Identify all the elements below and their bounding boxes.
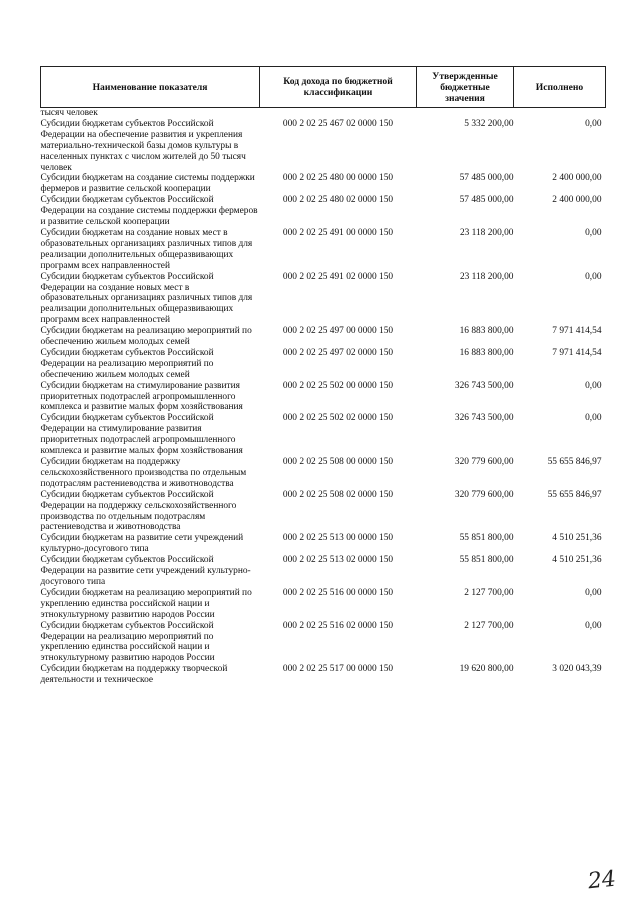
row-name: Субсидии бюджетам на поддержку сельскохозяйственного производства по отдельным подотраслям растениеводства и животноводства: [40, 457, 247, 489]
header-approved-values: Утвержденные бюджетные значения: [417, 67, 514, 108]
row-executed: 0,00: [585, 271, 602, 282]
row-executed: 7 971 414,54: [552, 326, 602, 337]
row-code: 000 2 02 25 467 02 0000 150: [282, 118, 394, 129]
row-code: 000 2 02 25 508 02 0000 150: [282, 489, 394, 500]
row-executed: 7 971 414,54: [552, 347, 602, 358]
row-name: Субсидии бюджетам на создание системы поддержки фермеров и развитие сельской кооперации: [40, 173, 255, 195]
row-name: Субсидии бюджетам субъектов Российской Федерации на поддержку сельскохозяйственного производства по отдельным подотраслям растениеводства и животноводства: [40, 489, 237, 533]
row-executed: 2 400 000,00: [552, 195, 602, 206]
header-executed: Исполнено: [514, 67, 606, 108]
row-name: Субсидии бюджетам на развитие сети учреждений культурно-досугового типа: [40, 533, 244, 555]
row-executed: 0,00: [585, 227, 602, 238]
table-row: [41, 119, 606, 174]
table-row: [41, 195, 606, 228]
row-executed: 0,00: [585, 118, 602, 129]
row-name: Субсидии бюджетам на поддержку творческой деятельности и техническое: [40, 664, 228, 686]
row-code: 000 2 02 25 491 00 0000 150: [282, 227, 394, 238]
row-name: Субсидии бюджетам на создание новых мест в образовательных организациях различных типов для реализации дополнительных общеразвивающих программ всех направленностей: [40, 227, 253, 271]
row-name: Субсидии бюджетам на стимулирование развития приоритетных подотраслей агропромышленного комплекса и развитие малых форм хозяйствования: [40, 380, 243, 413]
table-row: [41, 413, 606, 457]
row-code: 000 2 02 25 516 00 0000 150: [282, 587, 394, 598]
row-executed: 0,00: [585, 620, 602, 631]
row-approved: 55 851 800,00: [459, 555, 514, 566]
row-code: 000 2 02 25 502 00 0000 150: [282, 380, 394, 391]
row-code: 000 2 02 25 502 02 0000 150: [282, 413, 394, 424]
header-income-code: Код дохода по бюджетной классификации: [260, 67, 417, 108]
table-body: [41, 108, 606, 687]
row-approved: 23 118 200,00: [459, 227, 514, 238]
table-row: [41, 490, 606, 534]
row-approved: 320 779 600,00: [454, 457, 514, 467]
table-row: [41, 326, 606, 348]
row-executed: 4 510 251,36: [552, 533, 602, 544]
row-name: Субсидии бюджетам субъектов Российской Федерации на обеспечение развития и укрепления материально-технической базы домов культуры в населенных пунктах с числом жителей до 50 тысяч человек: [40, 118, 246, 173]
table-row: [41, 457, 606, 490]
row-approved: 19 620 800,00: [459, 664, 514, 675]
row-name: Субсидии бюджетам субъектов Российской Федерации на реализацию мероприятий по обеспечению жильем молодых семей: [40, 347, 214, 380]
row-code: 000 2 02 25 508 00 0000 150: [282, 457, 394, 467]
row-approved: 2 127 700,00: [464, 587, 514, 598]
row-executed: 4 510 251,36: [552, 555, 602, 566]
row-approved: 16 883 800,00: [459, 326, 514, 337]
table-row: [41, 272, 606, 327]
header-indicator-name: Наименование показателя: [41, 67, 260, 108]
row-approved: 326 743 500,00: [454, 413, 514, 424]
table-row: [41, 533, 606, 555]
row-code: 000 2 02 25 513 00 0000 150: [282, 533, 394, 544]
table-row: [41, 555, 606, 588]
table-row: [41, 621, 606, 665]
table-row: [41, 348, 606, 381]
row-name: Субсидии бюджетам субъектов Российской Федерации на реализацию мероприятий по укреплению единства российской нации и этнокультурному развитию народов России: [40, 620, 215, 664]
row-code: 000 2 02 25 517 00 0000 150: [282, 664, 394, 675]
row-code: 000 2 02 25 480 00 0000 150: [282, 173, 394, 184]
table-row: [41, 381, 606, 414]
row-approved: 5 332 200,00: [464, 118, 514, 129]
table-row: [41, 664, 606, 686]
row-executed: 3 020 043,39: [552, 664, 602, 675]
budget-execution-table: [40, 66, 606, 686]
table-row: [41, 588, 606, 621]
row-name: Субсидии бюджетам на реализацию мероприятий по укреплению единства российской нации и этнокультурному развитию народов России: [40, 587, 252, 620]
row-approved: 16 883 800,00: [459, 347, 514, 358]
page-number: 24: [586, 866, 618, 895]
row-executed: 0,00: [585, 380, 602, 391]
row-name: Субсидии бюджетам субъектов Российской Федерации на создание системы поддержки фермеров и развитие сельской кооперации: [40, 195, 258, 228]
table-row: [41, 173, 606, 195]
row-approved: 57 485 000,00: [459, 195, 514, 206]
row-code: 000 2 02 25 480 02 0000 150: [282, 195, 394, 206]
row-name: Субсидии бюджетам на реализацию мероприятий по обеспечению жильем молодых семей: [40, 326, 252, 348]
row-code: 000 2 02 25 516 02 0000 150: [282, 620, 394, 631]
row-approved: 326 743 500,00: [454, 380, 514, 391]
row-executed: 55 655 846,97: [547, 457, 602, 467]
row-approved: 55 851 800,00: [459, 533, 514, 544]
row-executed: 0,00: [585, 587, 602, 598]
row-name: Субсидии бюджетам субъектов Российской Федерации на создание новых мест в образовательных организациях различных типов для реализации дополнительных общеразвивающих программ всех направленностей: [40, 271, 253, 326]
row-approved: 320 779 600,00: [454, 489, 514, 500]
row-code: 000 2 02 25 491 02 0000 150: [282, 271, 394, 282]
row-code: 000 2 02 25 497 02 0000 150: [282, 347, 394, 358]
row-executed: 0,00: [585, 413, 602, 424]
row-approved: 57 485 000,00: [459, 173, 514, 184]
carryover-text: тысяч человек: [40, 108, 98, 118]
row-code: 000 2 02 25 497 00 0000 150: [282, 326, 394, 337]
row-name: Субсидии бюджетам субъектов Российской Федерации на развитие сети учреждений культурно-досугового типа: [40, 555, 251, 587]
row-name: Субсидии бюджетам субъектов Российской Федерации на стимулирование развития приоритетных подотраслей агропромышленного комплекса и развитие малых форм хозяйствования: [40, 413, 243, 457]
row-approved: 2 127 700,00: [464, 620, 514, 631]
row-code: 000 2 02 25 513 02 0000 150: [282, 555, 394, 566]
row-approved: 23 118 200,00: [459, 271, 514, 282]
table-row: [41, 228, 606, 272]
row-executed: 2 400 000,00: [552, 173, 602, 184]
carryover-row: [41, 108, 606, 119]
row-executed: 55 655 846,97: [547, 489, 602, 500]
table-header: [41, 67, 606, 108]
